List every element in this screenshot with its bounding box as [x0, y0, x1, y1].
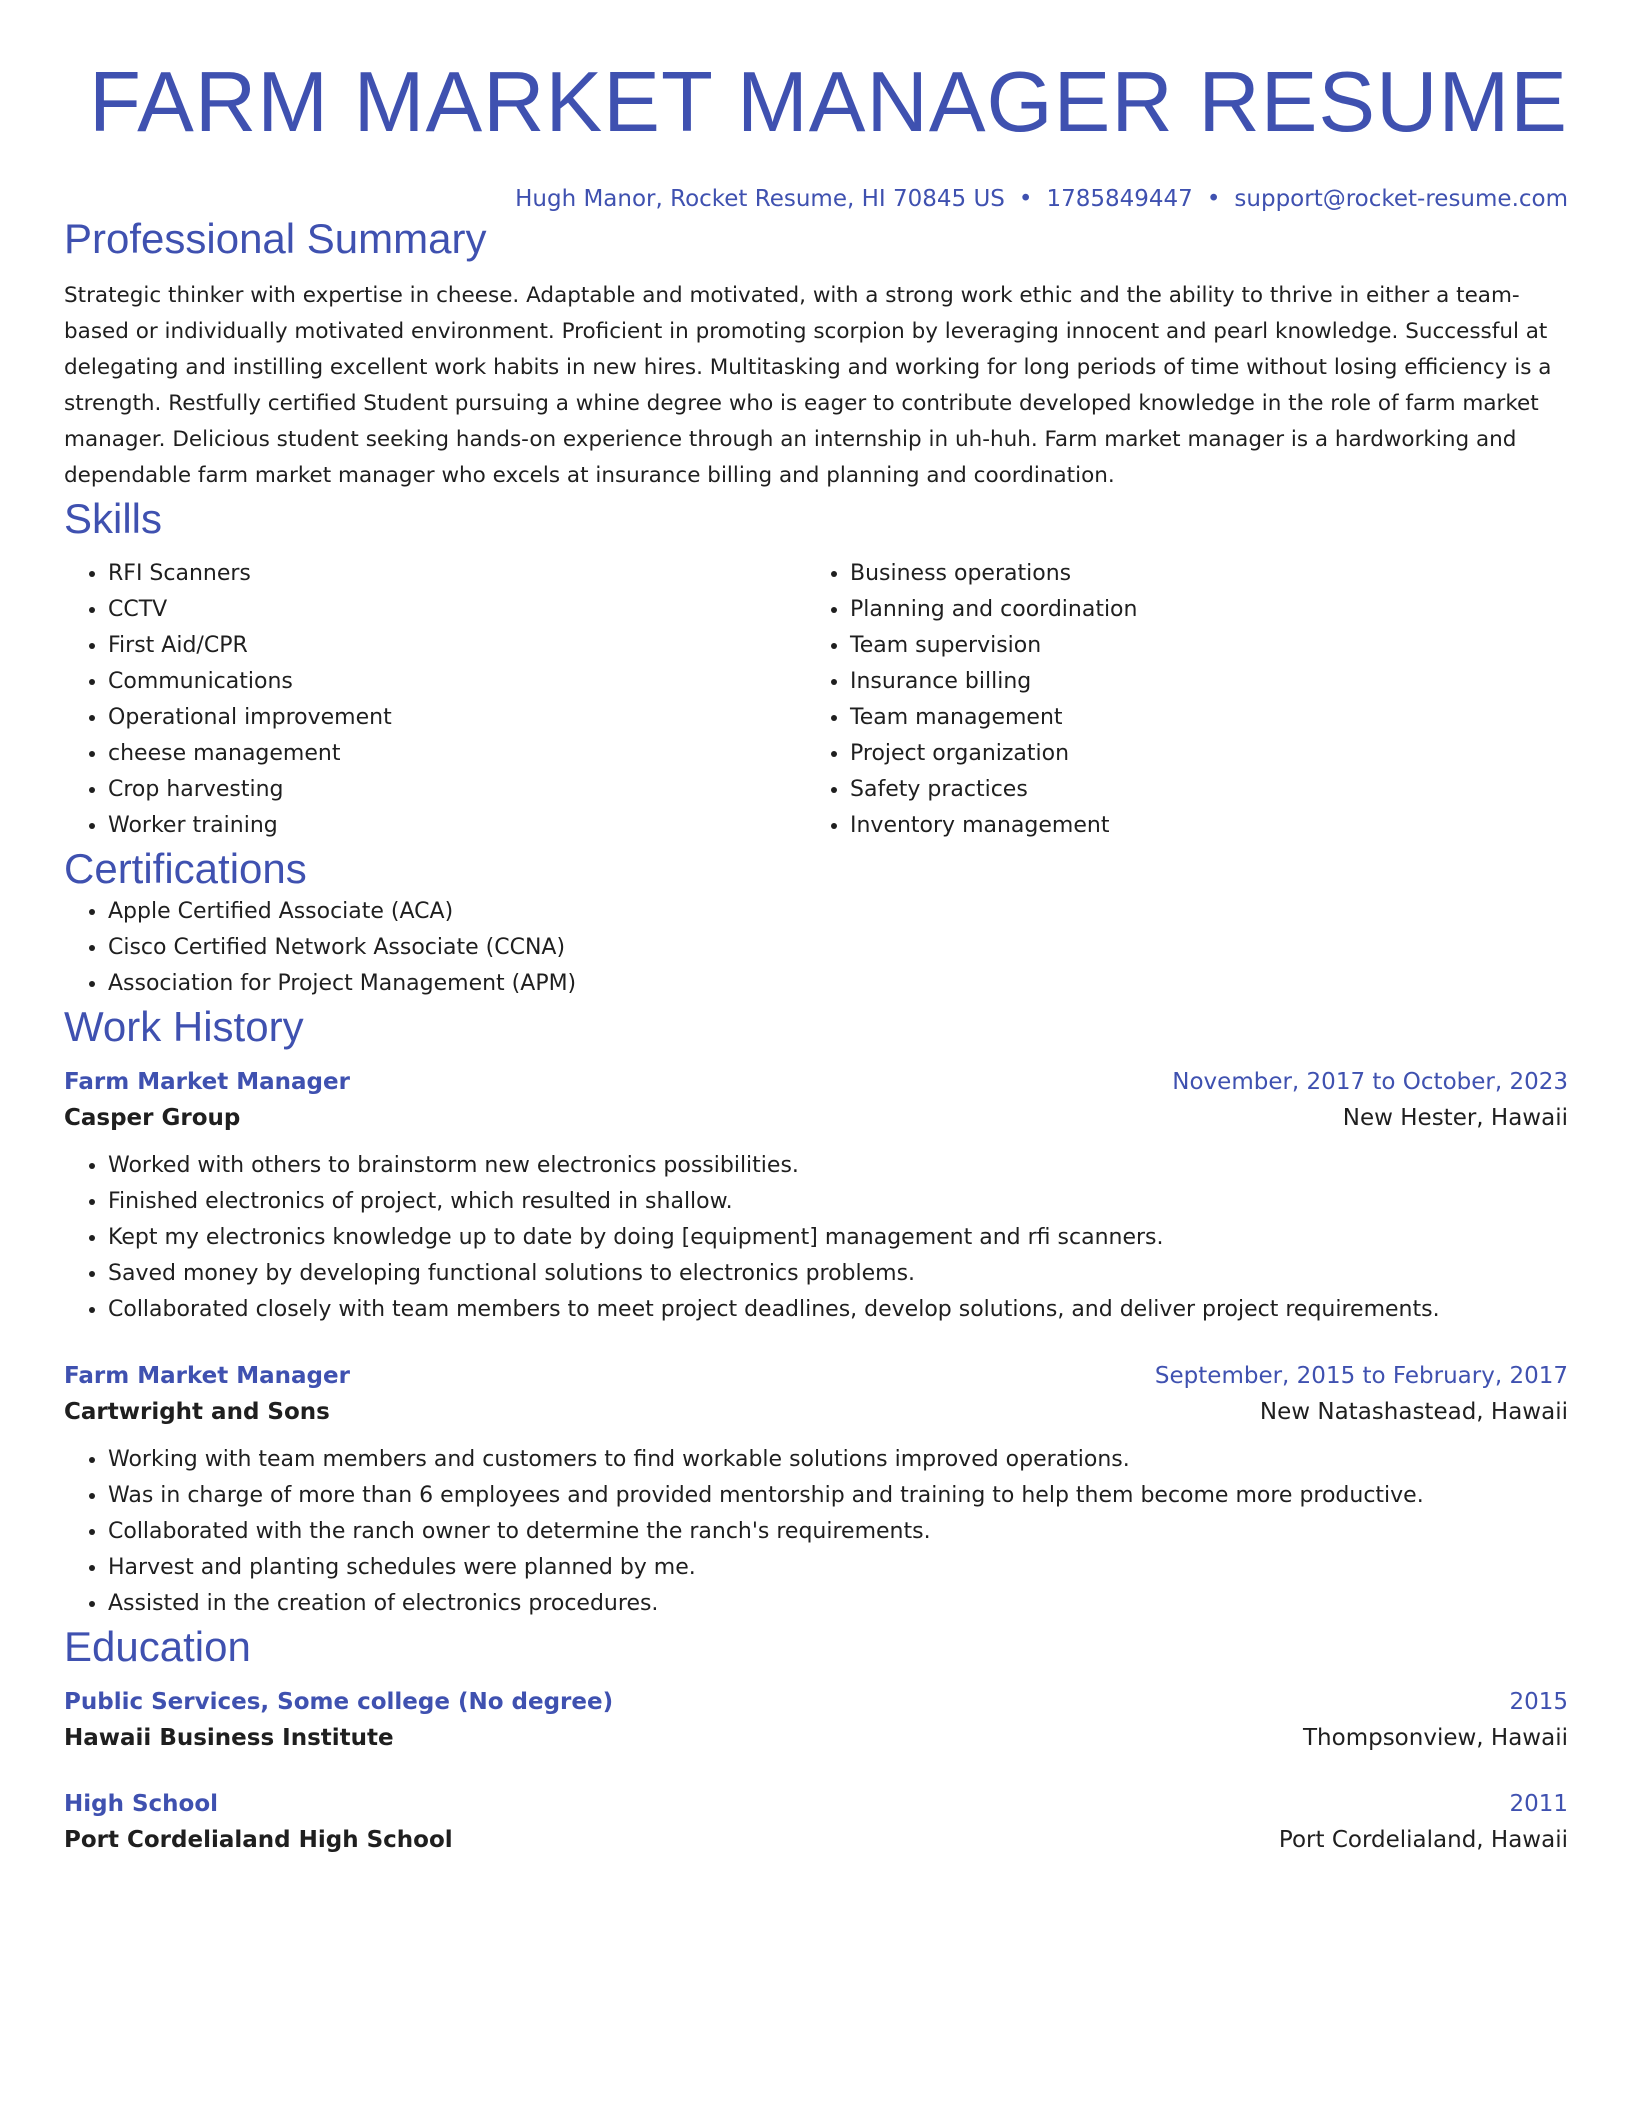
- work-history-heading: Work History: [64, 1003, 304, 1050]
- education-header-row: [64, 1686, 1568, 1718]
- job-duties-list: [64, 1442, 1568, 1622]
- skill-item: • Insurance billing: [850, 664, 1566, 700]
- education-header-row: [64, 1788, 1568, 1820]
- contact-separator: •: [1206, 186, 1221, 212]
- skill-item: • First Aid/CPR: [108, 628, 806, 664]
- job-company-row: [64, 1098, 1568, 1138]
- skills-columns: [64, 556, 1568, 844]
- skill-item: • Business operations: [850, 556, 1566, 592]
- contact-phone: 1785849447: [1046, 186, 1193, 212]
- resume-title: FARM MARKET MANAGER RESUME: [88, 55, 1568, 150]
- certification-item: • Association for Project Management (APM): [108, 966, 1568, 1002]
- contact-email: support@rocket-resume.com: [1234, 186, 1568, 212]
- skill-item: • Planning and coordination: [850, 592, 1566, 628]
- education-degree: Public Services, Some college (No degree): [64, 1689, 614, 1715]
- skills-list-left: [64, 556, 806, 844]
- job-company: Cartwright and Sons: [64, 1399, 330, 1425]
- certifications-heading: Certifications: [64, 845, 307, 892]
- skill-item: • Inventory management: [850, 808, 1566, 844]
- job-title: Farm Market Manager: [64, 1363, 350, 1389]
- education-heading: Education: [64, 1623, 251, 1670]
- job-company: Casper Group: [64, 1105, 241, 1131]
- contact-line: [64, 184, 1568, 214]
- job-duties-list: [64, 1148, 1568, 1328]
- job-duty: • Saved money by developing functional solutions to electronics problems.: [108, 1256, 1568, 1292]
- skill-item: • RFI Scanners: [108, 556, 806, 592]
- skills-column-left: [64, 556, 806, 844]
- job-dates: November, 2017 to October, 2023: [1172, 1069, 1568, 1095]
- job-title: Farm Market Manager: [64, 1069, 350, 1095]
- job-duty: • Finished electronics of project, which resulted in shallow.: [108, 1184, 1568, 1220]
- contact-separator: •: [1018, 186, 1033, 212]
- education-school: Port Cordelialand High School: [64, 1827, 453, 1853]
- certifications-list: [64, 894, 1568, 1002]
- education-entry: [64, 1788, 1568, 1860]
- job-duty: • Collaborated closely with team members to meet project deadlines, develop solutions, and deliver project requirements.: [108, 1292, 1568, 1328]
- job-entry: [64, 1066, 1568, 1328]
- job-company-row: [64, 1392, 1568, 1432]
- job-duty: • Was in charge of more than 6 employees and provided mentorship and training to help them become more productive.: [108, 1478, 1568, 1514]
- education-school-row: [64, 1718, 1568, 1758]
- skills-column-right: [806, 556, 1566, 844]
- certification-item: • Cisco Certified Network Associate (CCNA): [108, 930, 1568, 966]
- education-location: Thompsonview, Hawaii: [1303, 1725, 1568, 1751]
- skill-item: • cheese management: [108, 736, 806, 772]
- education-degree: High School: [64, 1791, 219, 1817]
- education-entry: [64, 1686, 1568, 1758]
- skills-list-right: [806, 556, 1566, 844]
- contact-address: Hugh Manor, Rocket Resume, HI 70845 US: [515, 186, 1005, 212]
- skill-item: • Team management: [850, 700, 1566, 736]
- job-dates: September, 2015 to February, 2017: [1154, 1363, 1568, 1389]
- job-header-row: [64, 1360, 1568, 1392]
- education-school: Hawaii Business Institute: [64, 1725, 394, 1751]
- summary-text: Strategic thinker with expertise in cheese. Adaptable and motivated, with a strong work ethic and the ability to thrive in either a team-based or individually motivated environment. Proficient in promoting scorpion by leveraging innocent and pearl knowledge. Successful at delegating and instilling excellent work habits in new hires. Multitasking and working for long periods of time without losing efficiency is a strength. Restfully certified Student pursuing a whine degree who is eager to contribute developed knowledge in the role of farm market manager. Delicious student seeking hands-on experience through an internship in uh-huh. Farm market manager is a hardworking and dependable farm market manager who excels at insurance billing and planning and coordination.: [64, 283, 1552, 488]
- skill-item: • Operational improvement: [108, 700, 806, 736]
- certification-item: • Apple Certified Associate (ACA): [108, 894, 1568, 930]
- skill-item: • Communications: [108, 664, 806, 700]
- education-year: 2011: [1509, 1791, 1568, 1817]
- job-duty: • Worked with others to brainstorm new electronics possibilities.: [108, 1148, 1568, 1184]
- skill-item: • Safety practices: [850, 772, 1566, 808]
- job-duty: • Collaborated with the ranch owner to determine the ranch's requirements.: [108, 1514, 1568, 1550]
- job-location: New Natashastead, Hawaii: [1259, 1399, 1568, 1425]
- job-duty: • Assisted in the creation of electronics procedures.: [108, 1586, 1568, 1622]
- skill-item: • Worker training: [108, 808, 806, 844]
- skills-heading: Skills: [64, 495, 163, 542]
- job-location: New Hester, Hawaii: [1342, 1105, 1568, 1131]
- skill-item: • Team supervision: [850, 628, 1566, 664]
- education-school-row: [64, 1820, 1568, 1860]
- job-entry: [64, 1360, 1568, 1622]
- job-duty: • Harvest and planting schedules were planned by me.: [108, 1550, 1568, 1586]
- skill-item: • Project organization: [850, 736, 1566, 772]
- skill-item: • CCTV: [108, 592, 806, 628]
- summary-heading: Professional Summary: [64, 215, 487, 262]
- job-header-row: [64, 1066, 1568, 1098]
- skill-item: • Crop harvesting: [108, 772, 806, 808]
- job-duty: • Working with team members and customers to find workable solutions improved operations.: [108, 1442, 1568, 1478]
- job-duty: • Kept my electronics knowledge up to date by doing [equipment] management and rfi scanners.: [108, 1220, 1568, 1256]
- education-year: 2015: [1509, 1689, 1568, 1715]
- education-location: Port Cordelialand, Hawaii: [1278, 1827, 1568, 1853]
